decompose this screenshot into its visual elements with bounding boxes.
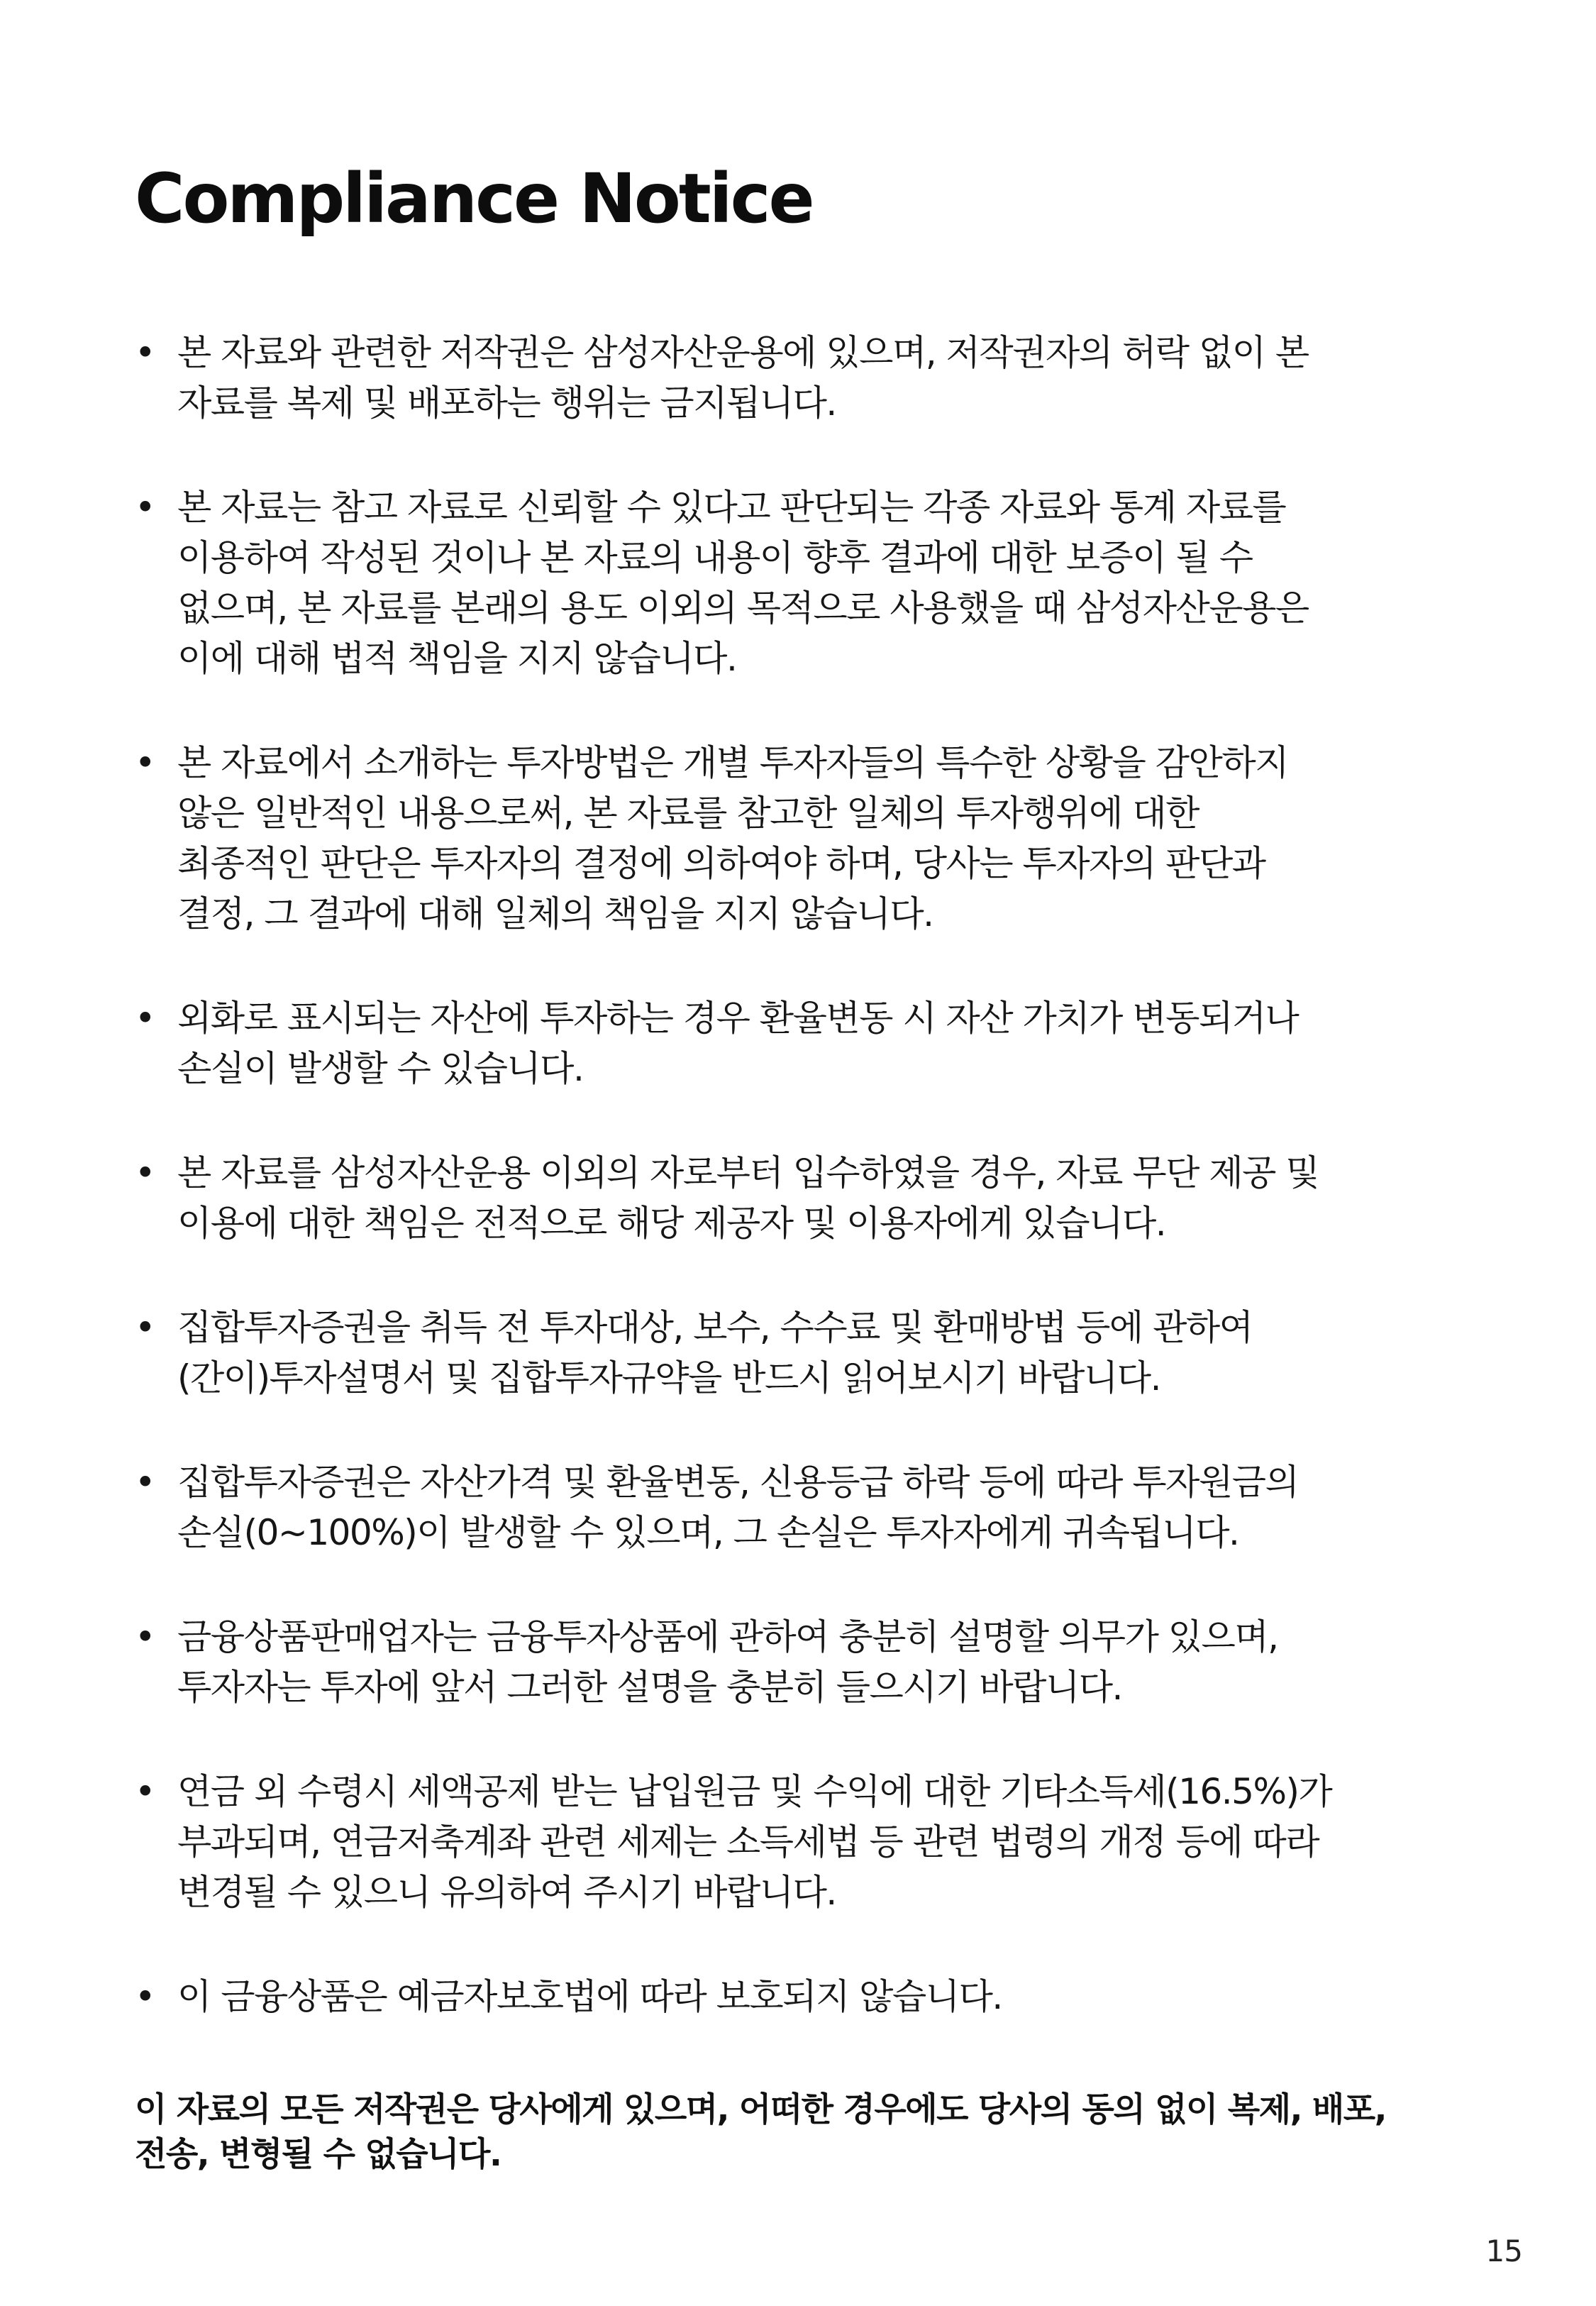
notice-item [135,482,1483,684]
notice-line: 자료를 복제 및 배포하는 행위는 금지됩니다. [177,382,836,424]
notice-line: 않은 일반적인 내용으로써, 본 자료를 참고한 일체의 투자행위에 대한 [177,793,1199,834]
bullet-icon: • [135,1976,155,2017]
notice-line: 이용하여 작성된 것이나 본 자료의 내용이 향후 결과에 대한 보증이 될 수 [177,537,1253,578]
notice-line: 이 금융상품은 예금자보호법에 따라 보호되지 않습니다. [177,1976,1002,2017]
notice-line: 본 자료를 삼성자산운용 이외의 자로부터 입수하였을 경우, 자료 무단 제공 및 [177,1152,1319,1193]
bullet-icon: • [135,998,155,1039]
copyright-footer-note [135,2087,1497,2177]
page-title: Compliance Notice [135,159,813,238]
notice-item [135,1612,1483,1713]
notice-line: 본 자료에서 소개하는 투자방법은 개별 투자자들의 특수한 상황을 감안하지 [177,742,1288,783]
notice-item [135,328,1483,429]
notice-line: 금융상품판매업자는 금융투자상품에 관하여 충분히 설명할 의무가 있으며, [177,1616,1278,1657]
notice-line: 부과되며, 연금저축계좌 관련 세제는 소득세법 등 관련 법령의 개정 등에 따라 [177,1821,1319,1863]
notice-line: 본 자료와 관련한 저작권은 삼성자산운용에 있으며, 저작권자의 허락 없이 본 [177,332,1309,373]
notice-line: 집합투자증권을 취득 전 투자대상, 보수, 수수료 및 환매방법 등에 관하여 [177,1307,1253,1348]
notice-line: 연금 외 수령시 세액공제 받는 납입원금 및 수익에 대한 기타소득세(16.5%)가 [177,1771,1332,1812]
notice-line: 이에 대해 법적 책임을 지지 않습니다. [177,638,737,679]
notice-line: 집합투자증권은 자산가격 및 환율변동, 신용등급 하락 등에 따라 투자원금의 [177,1462,1299,1503]
notice-item [135,738,1483,939]
bullet-icon: • [135,487,155,528]
notice-line: 외화로 표시되는 자산에 투자하는 경우 환율변동 시 자산 가치가 변동되거나 [177,998,1299,1039]
notice-line: 투자자는 투자에 앞서 그러한 설명을 충분히 들으시기 바랍니다. [177,1667,1122,1708]
bullet-icon: • [135,742,155,783]
bullet-icon: • [135,1307,155,1348]
notice-item [135,1972,1483,2022]
notice-item [135,993,1483,1094]
notice-item [135,1148,1483,1249]
bullet-icon: • [135,332,155,373]
notice-line: 최종적인 판단은 투자자의 결정에 의하여야 하며, 당사는 투자자의 판단과 [177,843,1265,884]
footer-note-line: 이 자료의 모든 저작권은 당사에게 있으며, 어떠한 경우에도 당사의 동의 없이 복제, 배포, [135,2090,1386,2129]
compliance-notice-list [135,328,1483,2076]
notice-item [135,1767,1483,1918]
bullet-icon: • [135,1771,155,1812]
notice-item [135,1303,1483,1403]
footer-note-line: 전송, 변형될 수 없습니다. [135,2135,501,2174]
notice-line: 이용에 대한 책임은 전적으로 해당 제공자 및 이용자에게 있습니다. [177,1203,1166,1244]
notice-line: (간이)투자설명서 및 집합투자규약을 반드시 읽어보시기 바랍니다. [177,1357,1160,1399]
notice-line: 손실(0~100%)이 발생할 수 있으며, 그 손실은 투자자에게 귀속됩니다. [177,1512,1239,1553]
notice-line: 결정, 그 결과에 대해 일체의 책임을 지지 않습니다. [177,893,933,934]
bullet-icon: • [135,1616,155,1657]
notice-line: 손실이 발생할 수 있습니다. [177,1048,584,1089]
bullet-icon: • [135,1462,155,1503]
notice-item [135,1457,1483,1558]
bullet-icon: • [135,1152,155,1193]
notice-line: 변경될 수 있으니 유의하여 주시기 바랍니다. [177,1872,836,1913]
notice-line: 본 자료는 참고 자료로 신뢰할 수 있다고 판단되는 각종 자료와 통계 자료를 [177,487,1286,528]
page-number: 15 [1485,2234,1522,2268]
notice-line: 없으며, 본 자료를 본래의 용도 이외의 목적으로 사용했을 때 삼성자산운용은 [177,587,1309,629]
